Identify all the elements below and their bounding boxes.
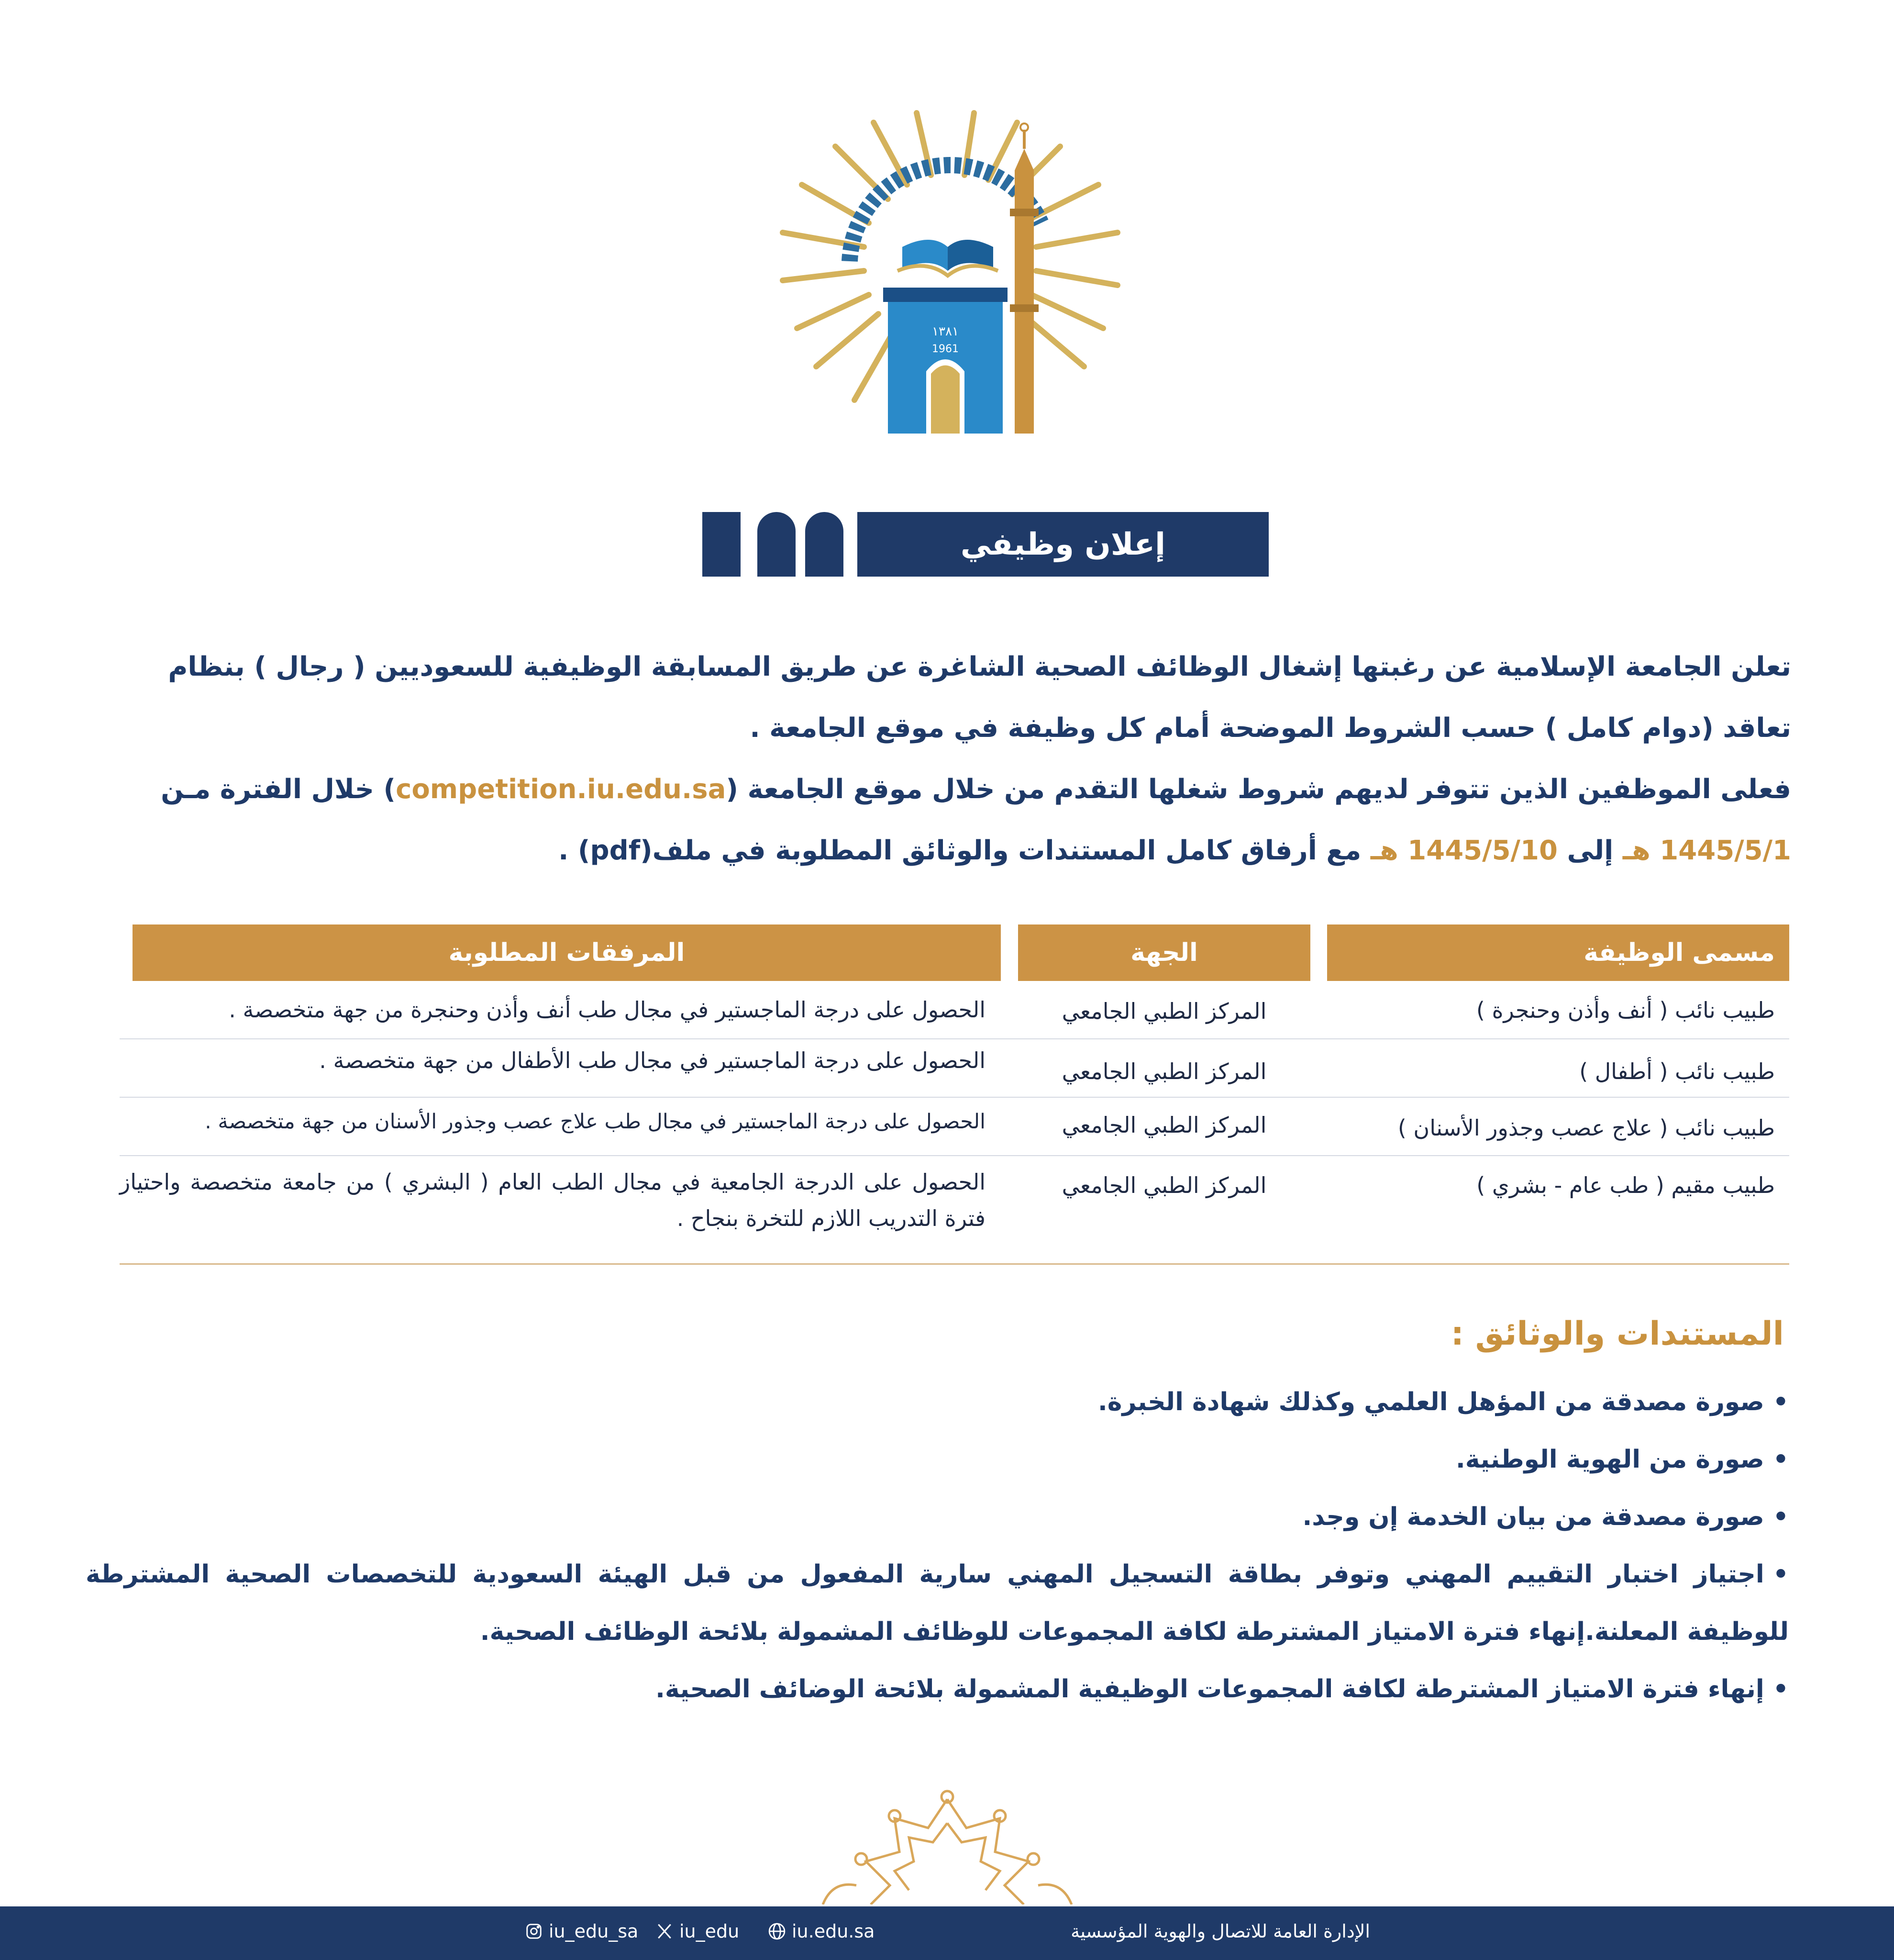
list-item bbox=[86, 1431, 1789, 1488]
x-icon bbox=[655, 1922, 674, 1940]
svg-text:1961: 1961 bbox=[932, 343, 959, 355]
intro-line-1: تعلن الجامعة الإسلامية عن رغبتها إشغال الوظائف الصحية الشاغرة عن طريق المسابقة الوظيفية للسعوديين ( رجال ) بنظام bbox=[168, 651, 1791, 682]
x-link[interactable] bbox=[655, 1921, 739, 1942]
documents-list bbox=[86, 1373, 1789, 1718]
cell-entity: المركز الطبي الجامعي bbox=[1062, 1112, 1267, 1138]
cell-attachments: الحصول على درجة الماجستير في مجال طب أنف وأذن وحنجرة من جهة متخصصة . bbox=[229, 997, 986, 1023]
cell-attachments: الحصول على الدرجة الجامعية في مجال الطب العام ( البشري ) من جامعة متخصصة واحتياز فترة التدريب اللازم للتخرة بنجاح . bbox=[120, 1169, 986, 1231]
documents-title: المستندات والوثائق : bbox=[1451, 1315, 1784, 1353]
list-item-text: صورة مصدقة من بيان الخدمة إن وجد. bbox=[1302, 1503, 1764, 1531]
cell-attachments: الحصول على درجة الماجستير في مجال طب علاج عصب وجذور الأسنان من جهة متخصصة . bbox=[205, 1110, 986, 1134]
page-title-text: إعلان وظيفي bbox=[960, 526, 1166, 562]
list-item-text: صورة مصدقة من المؤهل العلمي وكذلك شهادة الخبرة. bbox=[1098, 1388, 1764, 1416]
cell-entity: المركز الطبي الجامعي bbox=[1062, 1058, 1267, 1084]
intro-line-2: تعاقد (دوام كامل ) حسب الشروط الموضحة أمام كل وظيفة في موقع الجامعة . bbox=[750, 713, 1791, 744]
header-job-title: مسمى الوظيفة bbox=[1327, 924, 1789, 981]
cell-entity: المركز الطبي الجامعي bbox=[1062, 1172, 1267, 1198]
table-row bbox=[120, 1098, 1789, 1156]
intro-line-4-rest: مع أرفاق كامل المستندات والوثائق المطلوبة في ملف(pdf) . bbox=[558, 835, 1371, 866]
end-date: 1445/5/10 هـ bbox=[1370, 835, 1558, 866]
cell-job: طبيب نائب ( علاج عصب وجذور الأسنان ) bbox=[1397, 1115, 1775, 1141]
cell-entity: المركز الطبي الجامعي bbox=[1062, 998, 1267, 1024]
start-date: 1445/5/1 هـ bbox=[1622, 835, 1791, 866]
header-bar-2 bbox=[757, 512, 796, 577]
instagram-handle-text: iu_edu_sa bbox=[549, 1921, 639, 1942]
university-logo bbox=[773, 103, 1127, 438]
website-text: iu.edu.sa bbox=[792, 1921, 875, 1942]
table-row bbox=[120, 981, 1789, 1039]
competition-link[interactable]: competition.iu.edu.sa bbox=[396, 774, 726, 805]
bullet: • bbox=[1772, 1445, 1789, 1474]
table-row bbox=[120, 1039, 1789, 1098]
globe-icon bbox=[768, 1922, 786, 1940]
list-item bbox=[86, 1488, 1789, 1546]
list-item bbox=[86, 1373, 1789, 1431]
cell-job: طبيب نائب ( أنف وأذن وحنجرة ) bbox=[1476, 997, 1775, 1023]
list-item bbox=[86, 1660, 1789, 1718]
intro-line-4 bbox=[98, 820, 1791, 881]
bullet: • bbox=[1772, 1503, 1789, 1531]
intro-line-3-b: ) خلال الفترة مـن bbox=[161, 774, 396, 805]
list-item-text: صورة من الهوية الوطنية. bbox=[1455, 1445, 1764, 1474]
bullet: • bbox=[1772, 1560, 1789, 1589]
header-entity: الجهة bbox=[1018, 924, 1310, 981]
date-to: إلى bbox=[1557, 835, 1623, 866]
instagram-link[interactable] bbox=[525, 1921, 638, 1942]
website-link[interactable] bbox=[768, 1921, 875, 1942]
header-bar-3 bbox=[805, 512, 843, 577]
cell-job: طبيب مقيم ( طب عام - بشري ) bbox=[1476, 1172, 1775, 1198]
cell-attachments: الحصول على درجة الماجستير في مجال طب الأطفال من جهة متخصصة . bbox=[319, 1047, 986, 1073]
page-title bbox=[857, 512, 1269, 577]
intro-paragraph bbox=[98, 636, 1791, 881]
bullet: • bbox=[1772, 1388, 1789, 1416]
gate-icon bbox=[883, 288, 1008, 434]
ornament-icon bbox=[804, 1790, 1091, 1904]
list-item-text: إنهاء فترة الامتياز المشترطة لكافة المجموعات الوظيفية المشمولة بلائحة الوضائف الصحية. bbox=[655, 1675, 1764, 1704]
intro-line-3 bbox=[98, 759, 1791, 820]
instagram-icon bbox=[525, 1922, 543, 1940]
list-item-text: اجتياز اختبار التقييم المهني وتوفر بطاقة التسجيل المهني سارية المفعول من قبل الهيئة السعودية للتخصصات الصحية المشترطة للوظيفة المعلنة.إنهاء فترة الامتياز المشترطة لكافة المجموعات للوظائف المشمولة بلائحة الوظائف الصحية. bbox=[86, 1560, 1789, 1646]
header-attachments: المرفقات المطلوبة bbox=[133, 924, 1001, 981]
bullet: • bbox=[1772, 1675, 1789, 1704]
jobs-table bbox=[120, 924, 1789, 1265]
table-row bbox=[120, 1156, 1789, 1265]
footer-department: الإدارة العامة للاتصال والهوية المؤسسية bbox=[1071, 1921, 1370, 1942]
footer-bar bbox=[0, 1906, 1894, 1960]
cell-job: طبيب نائب ( أطفال ) bbox=[1579, 1058, 1775, 1084]
intro-line-3-a: فعلى الموظفين الذين تتوفر لديهم شروط شغلها التقدم من خلال موقع الجامعة ( bbox=[726, 774, 1791, 805]
list-item bbox=[86, 1546, 1789, 1660]
header-bar-1 bbox=[702, 512, 741, 577]
table-header bbox=[120, 924, 1789, 981]
svg-text:١٣٨١: ١٣٨١ bbox=[932, 324, 959, 339]
x-handle-text: iu_edu bbox=[679, 1921, 740, 1942]
